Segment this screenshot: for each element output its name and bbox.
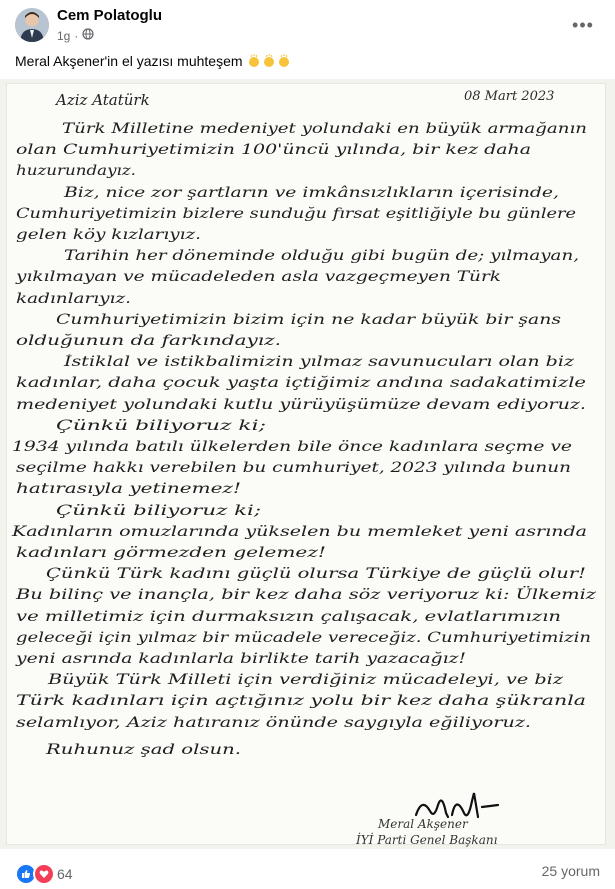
letter-line: geleceği için yılmaz bir mücadele vereceğiz. Cumhuriyetimizin (16, 629, 591, 646)
letter-line: Büyük Türk Milleti için verdiğiniz mücadeleyi, ve biz (48, 672, 563, 689)
letter-line: kadınlar, daha çocuk yaşta içtiğimiz andına sadakatimizle (16, 375, 586, 392)
letter-line: Çünkü biliyoruz ki; (56, 417, 266, 434)
letter-salutation: Aziz Atatürk (56, 91, 150, 109)
signature-block (356, 787, 556, 847)
reactions-summary[interactable] (15, 863, 73, 885)
more-options-button[interactable] (568, 10, 598, 40)
signature-name: Meral Akşener (378, 817, 468, 831)
post-meta: 1g · (57, 28, 94, 43)
post-header (0, 0, 615, 48)
letter-line: gelen köy kızlarıyız. (16, 227, 201, 243)
love-icon (33, 863, 55, 885)
letter-paper (6, 83, 606, 845)
author-name[interactable]: Cem Polatoglu (57, 7, 163, 24)
more-icon: ••• (572, 14, 594, 35)
letter-line: medeniyet yolundaki kutlu yürüyüşümüze devam ediyoruz. (16, 396, 586, 413)
letter-line: Çünkü biliyoruz ki; (56, 502, 261, 519)
letter-line: Türk Milletine medeniyet yolundaki en büyük armağanın (62, 121, 587, 137)
comment-count[interactable]: 25 yorum (541, 863, 600, 879)
letter-line: Cumhuriyetimizin bizim için ne kadar büyük bir şans (56, 311, 561, 328)
letter-line: kadınlarıyız. (16, 290, 131, 307)
letter-line: Bu bilinç ve inançla, bir kez daha söz veriyoruz ki: Ülkemiz (16, 587, 596, 604)
letter-line: ve milletimiz için durmaksızın çalışacak, evlatlarımızın (16, 608, 561, 625)
letter-line: olan Cumhuriyetimizin 100'üncü yılında, bir kez daha (16, 142, 531, 159)
letter-image[interactable] (0, 79, 615, 849)
letter-line: olduğunun da farkındayız. (16, 333, 281, 349)
letter-line: Türk kadınları için açtığınız yolu bir kez daha şükranla (16, 693, 586, 710)
globe-icon (82, 28, 94, 43)
letter-line: kadınları görmezden gelemez! (16, 545, 326, 561)
letter-line: Çünkü Türk kadını güçlü olursa Türkiye de güçlü olur! (46, 566, 586, 583)
letter-line: Ruhunuz şad olsun. (46, 741, 241, 758)
letter-line: Kadınların omuzlarında yükselen bu memleket yeni asrında (12, 523, 587, 540)
letter-line: Biz, nice zor şartların ve imkânsızlıkların içerisinde, (64, 184, 559, 201)
letter-line: hatırasıyla yetinemez! (16, 481, 241, 498)
post-caption (15, 53, 291, 69)
letter-line: huzurundayız. (16, 163, 136, 180)
letter-line: seçilme hakkı verebilen bu cumhuriyet, 2023 yılında bunun (16, 460, 571, 477)
letter-date: 08 Mart 2023 (464, 89, 555, 104)
caption-text: Meral Akşener'in el yazısı muhteşem (15, 53, 243, 69)
letter-line: yeni asrında kadınlarla birlikte tarih yazacağız! (16, 651, 467, 667)
letter-line: 1934 yılında batılı ülkelerden bile önce kadınlara seçme ve (12, 439, 572, 455)
letter-line: selamlıyor, Aziz hatıranız önünde saygıyla eğiliyoruz. (16, 714, 531, 731)
letter-line: yıkılmayan ve mücadeleden asla vazgeçmeyen Türk (16, 269, 501, 286)
clapping-hands-icon (247, 54, 291, 68)
post-time[interactable]: 1g (57, 28, 71, 43)
reaction-count: 64 (57, 866, 73, 882)
signature-title: İYİ Parti Genel Başkanı (356, 833, 498, 847)
letter-line: Tarihin her döneminde olduğu gibi bugün de; yılmayan, (64, 248, 579, 265)
avatar[interactable] (15, 8, 49, 42)
letter-line: Cumhuriyetimizin bizlere sunduğu fırsat eşitliğiyle bu günlere (16, 205, 576, 222)
letter-line: İstiklal ve istikbalimizin yılmaz savunucuları olan biz (64, 354, 574, 371)
post-footer (0, 849, 615, 889)
